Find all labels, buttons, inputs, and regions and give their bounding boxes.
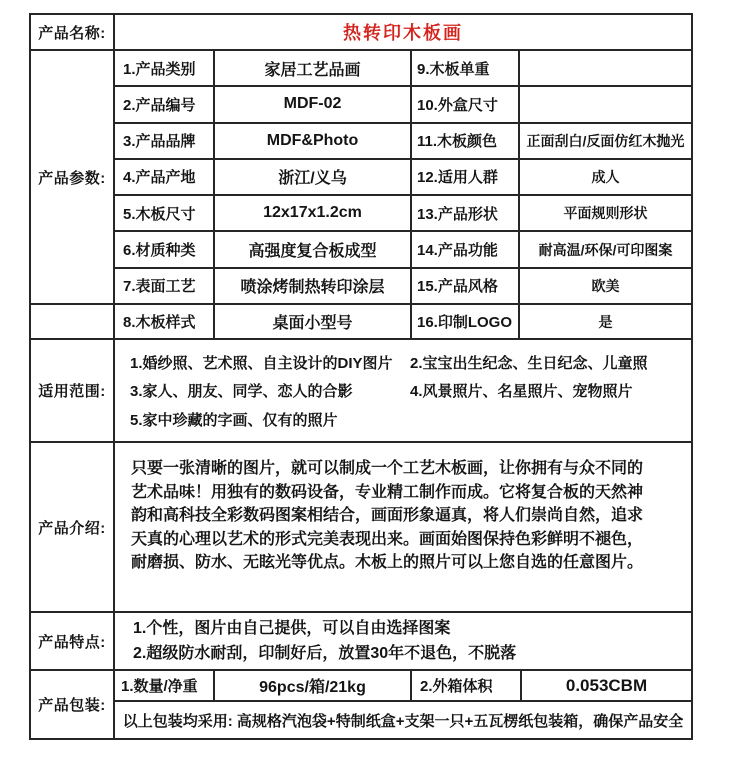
parameter-row: [115, 124, 691, 160]
param-value: 成人: [591, 168, 620, 185]
param-key: 6.材质种类: [115, 232, 215, 266]
product-name-row: [31, 15, 691, 51]
packaging-key: 1.数量/净重: [115, 671, 215, 700]
intro-line: 韵和高科技全彩数码图案相结合，画面形象逼真，将人们崇尚自然，追求: [131, 507, 644, 524]
param-value: 平面规则形状: [563, 205, 648, 222]
param-value: [520, 87, 691, 121]
product-spec-table: [29, 13, 693, 740]
intro-line: 耐磨损、防水、无眩光等优点。木板上的照片可以上您自选的任意图片。: [131, 554, 644, 571]
param-key: 15.产品风格: [412, 269, 520, 303]
parameter-row: [115, 196, 691, 232]
param-value: 浙江/义乌: [215, 160, 412, 194]
scope-item: 5.家中珍藏的字画、仅有的照片: [130, 411, 338, 429]
intro-line: 天真的心理以艺术的形式完美表现出来。画面始图保持色彩鲜明不褪色，: [131, 530, 644, 548]
parameter-row: [115, 160, 691, 196]
param-key: 5.木板尺寸: [115, 196, 215, 230]
parameter-row: [115, 87, 691, 123]
parameters-row8-band: [31, 305, 691, 340]
param-key: 4.产品产地: [115, 160, 215, 194]
feature-item: 2.超级防水耐刮，印制好后，放置30年不退色，不脱落: [133, 645, 517, 662]
packaging-section: [31, 671, 691, 738]
param-value: 欧美: [591, 277, 620, 294]
param-key: 8.木板样式: [115, 305, 215, 338]
intro-line: 艺术品味！用独有的数码设备，专业精工制作而成。它将复合板的天然神: [131, 483, 644, 501]
parameters-section: [31, 51, 691, 305]
scope-list: [115, 340, 691, 441]
packaging-value: 0.053CBM: [565, 675, 648, 695]
parameters-label: 产品参数:: [31, 51, 115, 303]
packaging-key: 2.外箱体积: [412, 671, 522, 700]
scope-item: 2.宝宝出生纪念、生日纪念、儿童照: [410, 354, 648, 372]
intro-label: 产品介绍:: [31, 443, 115, 611]
param-value: 是: [598, 313, 613, 330]
param-key: 2.产品编号: [115, 87, 215, 121]
param-value: [520, 51, 691, 85]
features-label: 产品特点:: [31, 613, 115, 669]
feature-item: 1.个性，图片由自己提供，可以自由选择图案: [133, 620, 451, 637]
param-value: 桌面小型号: [215, 305, 412, 338]
parameter-row: [115, 232, 691, 268]
packaging-label: 产品包装:: [31, 671, 115, 738]
features-section: [31, 613, 691, 671]
scope-section: [31, 340, 691, 443]
parameter-row: [115, 305, 691, 338]
param-value: 高强度复合板成型: [215, 232, 412, 266]
param-key: 13.产品形状: [412, 196, 520, 230]
scope-item: 4.风景照片、名星照片、宠物照片: [410, 383, 633, 400]
packaging-value: 96pcs/箱/21kg: [215, 671, 412, 700]
scope-item: [410, 409, 687, 430]
param-value: MDF-02: [215, 87, 412, 121]
scope-item: 1.婚纱照、艺术照、自主设计的DIY图片: [130, 354, 393, 372]
product-name-label: 产品名称:: [31, 15, 115, 49]
packaging-note: 以上包装均采用: 高规格汽泡袋+特制纸盒+支架一只+五瓦楞纸包装箱，确保产品安全: [122, 712, 684, 730]
intro-text: [115, 443, 691, 611]
parameters-grid: [115, 51, 691, 303]
scope-row: [130, 380, 687, 401]
param-key: 9.木板单重: [412, 51, 520, 85]
features-list: [115, 613, 691, 669]
scope-row: [130, 352, 687, 373]
intro-line: 只要一张清晰的图片，就可以制成一个工艺木板画，让你拥有与众不同的: [131, 460, 644, 477]
intro-section: [31, 443, 691, 613]
scope-label: 适用范围:: [31, 340, 115, 441]
param-value: 喷涂烤制热转印涂层: [215, 269, 412, 303]
param-key: 1.产品类别: [115, 51, 215, 85]
parameter-row: [115, 269, 691, 303]
param-key: 3.产品品牌: [115, 124, 215, 158]
param-key: 11.木板颜色: [412, 124, 520, 158]
param-value: 家居工艺品画: [215, 51, 412, 85]
param-value: 正面刮白/反面仿红木抛光: [526, 132, 685, 149]
param-value: 耐高温/环保/可印图案: [538, 241, 673, 258]
param-key: 12.适用人群: [412, 160, 520, 194]
param-key: 7.表面工艺: [115, 269, 215, 303]
packaging-row: [115, 671, 691, 702]
param-key: 16.印制LOGO: [412, 305, 520, 338]
product-title: 热转印木板画: [343, 23, 463, 43]
param-key: 10.外盒尺寸: [412, 87, 520, 121]
param-value: 12x17x1.2cm: [215, 196, 412, 230]
empty-label-cell: [31, 305, 115, 338]
parameter-row: [115, 51, 691, 87]
scope-item: 3.家人、朋友、同学、恋人的合影: [130, 383, 353, 400]
param-value: MDF&Photo: [215, 124, 412, 158]
param-key: 14.产品功能: [412, 232, 520, 266]
scope-row: [130, 409, 687, 430]
